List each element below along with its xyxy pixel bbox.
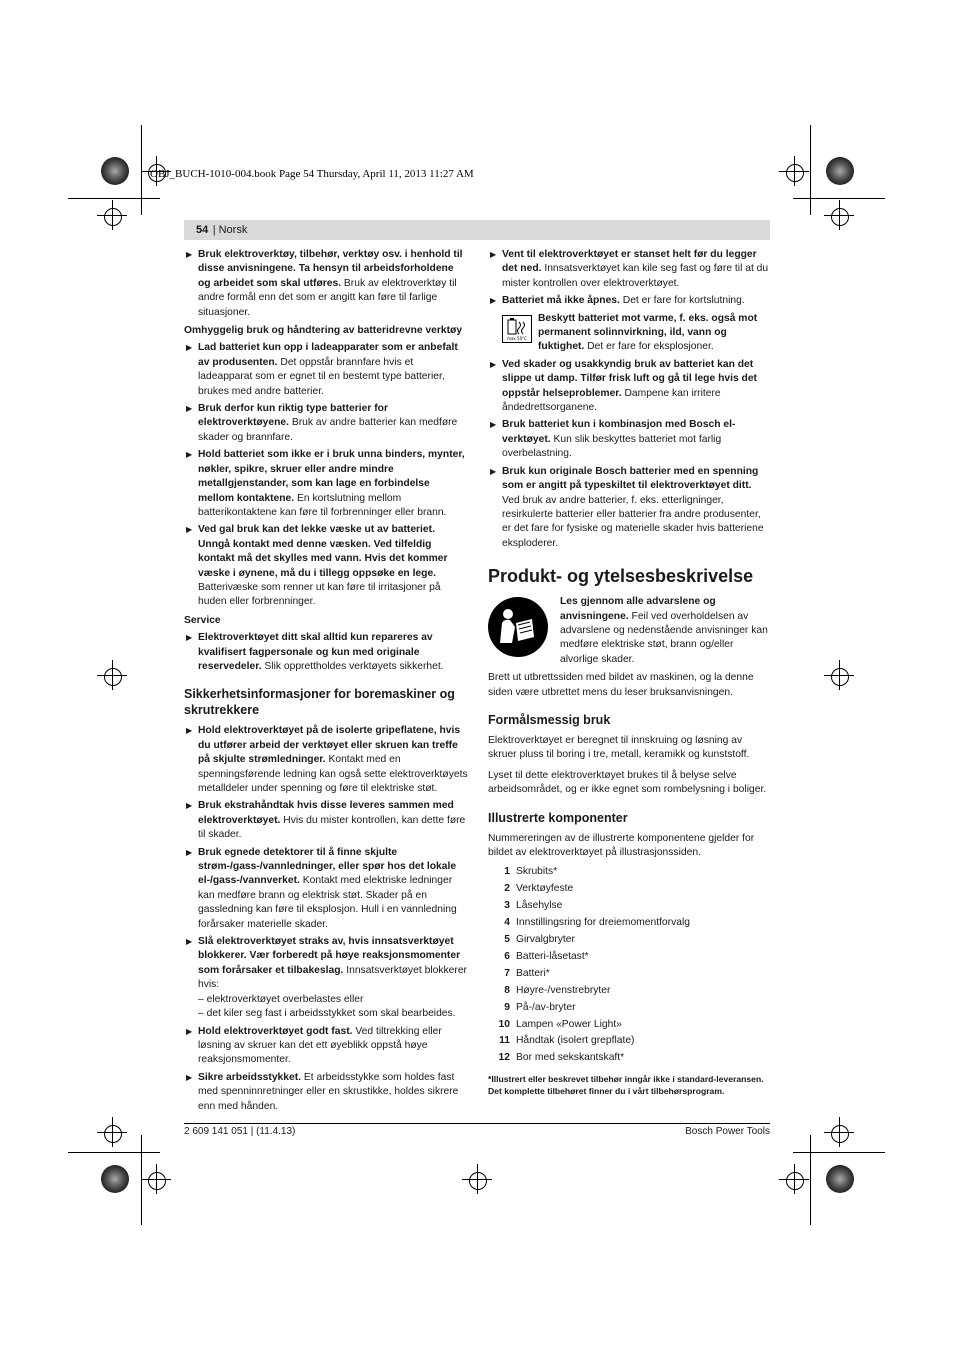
registration-disk-icon — [101, 157, 129, 185]
read-manual-icon — [488, 597, 548, 657]
registration-disk-icon — [101, 1165, 129, 1193]
heat-warning-icon — [502, 315, 532, 343]
crosshair-icon — [831, 668, 849, 686]
crosshair-icon — [831, 208, 849, 226]
component-number: 8 — [504, 984, 510, 996]
component-item — [488, 1050, 770, 1067]
arrow-bullet-icon: ▶ — [186, 726, 193, 736]
component-item — [488, 1000, 770, 1017]
arrow-bullet-icon: ▶ — [490, 359, 497, 369]
component-number: 12 — [498, 1052, 510, 1064]
read-manual-block: Les gjennom alle advarslene og anvisningene. Feil ved overholdelsen av advarslene og nedenstående anvisninger kan medføre elektriske støt, brann og/eller alvorlige skader. — [488, 595, 770, 667]
bullet-item: ▶ Batteriet må ikke åpnes. Det er fare for kortslutning. — [488, 294, 770, 308]
component-label: Bor med sekskantskaft* — [516, 1052, 625, 1064]
footnote: *Illustrert eller beskrevet tilbehør inngår ikke i standard-leveransen. Det komplette tilbehøret finner du i vårt tilbehørsprogram. — [488, 1074, 764, 1097]
arrow-bullet-icon: ▶ — [186, 404, 193, 414]
component-number: 10 — [498, 1018, 510, 1030]
crosshair-icon — [104, 208, 122, 226]
paragraph: Nummereringen av de illustrerte komponentene gjelder for bildet av elektroverktøyet på illustrasjonssiden. — [488, 832, 755, 858]
arrow-bullet-icon: ▶ — [186, 801, 193, 811]
component-number: 6 — [504, 950, 510, 962]
bullet-item: ▶ Elektroverktøyet ditt skal alltid kun repareres av kvalifisert fagpersonale og kun med originale reservedeler. Slik opprettholdes verktøyets sikkerhet. — [186, 632, 444, 672]
component-item — [488, 1017, 770, 1034]
subheading: Omhyggelig bruk og håndtering av batteridrevne verktøy — [184, 325, 463, 337]
paragraph: Lyset til dette elektroverktøyet brukes til å belyse selve arbeidsområdet, og er ikke egnet som rombelysning i boliger. — [488, 769, 767, 796]
arrow-bullet-icon: ▶ — [490, 250, 497, 259]
component-number: 4 — [504, 917, 510, 929]
crosshair-icon — [104, 668, 122, 686]
arrow-bullet-icon: ▶ — [186, 250, 193, 259]
bullet-item: ▶ Lad batteriet kun opp i ladeapparater som er anbefalt av produsenten. Det oppstår brannfare hvis et ladeapparat som er egnet til en bestemt type batterier, brukes med andre batterier. — [186, 342, 458, 397]
component-label: Verktøyfeste — [516, 883, 574, 895]
registration-disk-icon — [826, 157, 854, 185]
component-label: Høyre-/venstrebryter — [516, 984, 611, 996]
component-number: 9 — [504, 1001, 510, 1013]
registration-disk-icon — [826, 1165, 854, 1193]
footer-right: Bosch Power Tools — [685, 1126, 770, 1137]
section-heading: Sikkerhetsinformasjoner for boremaskiner og skrutrekkere — [184, 687, 455, 718]
component-number: 7 — [504, 967, 510, 979]
crosshair-icon — [786, 1172, 804, 1190]
component-item — [488, 966, 770, 983]
print-header: OBJ_BUCH-1010-004.book Page 54 Thursday, April 11, 2013 11:27 AM — [150, 168, 474, 180]
section-heading: Formålsmessig bruk — [488, 712, 611, 727]
components-list — [488, 864, 770, 1067]
dash-item: – det kiler seg fast i arbeidsstykket som skal bearbeides. — [198, 1008, 456, 1020]
arrow-bullet-icon: ▶ — [186, 847, 193, 857]
arrow-bullet-icon: ▶ — [490, 296, 497, 306]
arrow-bullet-icon: ▶ — [490, 466, 497, 476]
arrow-bullet-icon: ▶ — [490, 420, 497, 430]
arrow-bullet-icon: ▶ — [186, 343, 193, 353]
crosshair-icon — [148, 1172, 166, 1190]
component-label: Girvalgbryter — [516, 934, 575, 946]
bullet-item: ▶ Bruk kun originale Bosch batterier med en spenning som er angitt på typeskiltet til elektroverktøyet ditt. Ved bruk av andre batterier, f. eks. etterligninger, resirkulerte batterier eller batterier fra andre produsenter, er det fare for fysiske og materielle skader hvis batteriene eksploderer. — [490, 465, 764, 549]
arrow-bullet-icon: ▶ — [186, 937, 193, 947]
component-item — [488, 864, 770, 881]
crosshair-icon — [831, 1125, 849, 1143]
component-item — [488, 932, 770, 949]
crosshair-icon — [786, 164, 804, 182]
arrow-bullet-icon: ▶ — [186, 450, 193, 460]
paragraph: Elektroverktøyet er beregnet til innskruing og løsning av skruer pluss til boring i tre, metall, keramikk og kunststoff. — [488, 734, 750, 761]
component-number: 1 — [504, 866, 510, 878]
component-number: 5 — [504, 934, 510, 946]
footer-left: 2 609 141 051 | (11.4.13) — [184, 1126, 296, 1137]
component-item — [488, 949, 770, 966]
dash-item: – elektroverktøyet overbelastes eller — [198, 993, 364, 1005]
component-label: Lampen «Power Light» — [516, 1018, 622, 1030]
bullet-item: ▶ Hold elektroverktøyet på de isolerte gripeflatene, hvis du utfører arbeid der verktøyet eller skruen kan treffe på skjulte strømledninger. Kontakt med en spenningsførende ledning kan også sette elektroverktøyets metalldeler under spenning og føre til elektriske støt. — [186, 725, 468, 794]
bullet-item: ▶ Slå elektroverktøyet straks av, hvis innsatsverktøyet blokkerer. Vær forberedt på høye reaksjonsmomenter som forårsaker et tilbakeslag. Innsatsverktøyet blokkerer hvis: — [186, 936, 467, 991]
bullet-item: ▶ Bruk elektroverktøy, tilbehør, verktøy osv. i henhold til disse anvisningene. Ta hensyn til arbeidsforholdene og arbeidet som skal utføres. Bruk av elektroverktøy til andre formål enn det som er angitt kan føre til farlige situasjoner. — [186, 249, 463, 318]
bullet-item: ▶ Sikre arbeidsstykket. Et arbeidsstykke som holdes fast med spenninnretninger eller en skrustikke, holdes sikrere enn med hånden. — [186, 1071, 459, 1112]
component-label: Batteri-låsetast* — [516, 950, 589, 962]
arrow-bullet-icon: ▶ — [186, 525, 193, 535]
heat-warning-block: max 50°C Beskytt batteriet mot varme, f. eks. også mot permanent solinnvirkning, ild, vann og fuktighet. Det er fare for eksplosjoner. — [488, 312, 770, 355]
bullet-item: ▶ Hold batteriet som ikke er i bruk unna binders, mynter, nøkler, spikre, skruer eller andre mindre metallgjenstander, som kan lage en forbindelse mellom kontaktene. En kortslutning mellom batterikontaktene kan føre til forbrenninger eller brann. — [186, 449, 465, 518]
component-label: På-/av-bryter — [516, 1001, 576, 1013]
component-item — [488, 881, 770, 898]
bullet-item: ▶ Ved skader og usakkyndig bruk av batteriet kan det slippe ut damp. Tilfør frisk luft og gå til lege hvis det oppstår helseproblemer. Dampene kan irritere åndedrettsorganene. — [490, 358, 757, 414]
page-header-bar — [184, 220, 770, 240]
component-item — [488, 898, 770, 915]
component-number: 11 — [499, 1035, 510, 1047]
arrow-bullet-icon: ▶ — [186, 633, 193, 643]
bullet-item: ▶ Hold elektroverktøyet godt fast. Ved tiltrekking eller løsning av skruer kan det ett øyeblikk oppstå høye reaksjonsmomenter. — [186, 1025, 442, 1066]
paragraph: Brett ut utbrettssiden med bildet av maskinen, og la denne siden være utbrettet mens du leser bruksanvisningen. — [488, 672, 754, 698]
page-number: 54 — [196, 224, 209, 236]
bullet-item: ▶ Bruk batteriet kun i kombinasjon med Bosch el-verktøyet. Kun slik beskyttes batteriet mot farlig overbelastning. — [490, 419, 736, 460]
component-label: Låsehylse — [516, 900, 563, 912]
component-number: 3 — [504, 900, 510, 912]
main-heading: Produkt- og ytelsesbeskrivelse — [488, 566, 754, 587]
section-heading: Illustrerte komponenter — [488, 810, 628, 825]
footer-rule — [184, 1123, 770, 1124]
bullet-item: ▶ Bruk egnede detektorer til å finne skjulte strøm-/gass-/vannledninger, eller spør hos det lokale el-/gass-/vannverket. Kontakt med elektriske ledninger kan medføre brann og elektrisk støt. Skader på en gassledning kan føre til eksplosjon. Hull i en vannledning forårsaker materielle skader. — [186, 846, 457, 930]
crosshair-icon — [469, 1172, 487, 1190]
component-label: Innstillingsring for dreiemomentforvalg — [516, 917, 690, 929]
section-name: | Norsk — [212, 224, 248, 236]
bullet-item: ▶ Vent til elektroverktøyet er stanset helt før du legger det ned. Innsatsverktøyet kan kile seg fast og føre til at du mister kontrollen over elektroverktøyet. — [490, 249, 769, 289]
arrow-bullet-icon: ▶ — [186, 1072, 193, 1082]
bullet-item: ▶ Bruk ekstrahåndtak hvis disse leveres sammen med elektroverktøyet. Hvis du mister kontrollen, kan dette føre til skader. — [186, 800, 466, 841]
component-item — [488, 983, 770, 1000]
component-label: Skrubits* — [516, 866, 558, 878]
crosshair-icon — [104, 1125, 122, 1143]
left-column — [184, 248, 468, 1117]
svg-text:max 50°C: max 50°C — [507, 335, 527, 341]
component-item — [488, 1033, 770, 1050]
component-label: Batteri* — [516, 967, 550, 979]
right-column — [488, 248, 770, 1097]
component-item — [488, 915, 770, 932]
subheading: Service — [184, 614, 221, 626]
component-number: 2 — [504, 883, 510, 895]
bullet-item: ▶ Bruk derfor kun riktig type batterier for elektroverktøyene. Bruk av andre batterier kan medføre skader og brannfare. — [186, 403, 458, 443]
component-label: Håndtak (isolert grepflate) — [516, 1035, 635, 1047]
bullet-item: ▶ Ved gal bruk kan det lekke væske ut av batteriet. Unngå kontakt med denne væsken. Ved tilfeldig kontakt må det skylles med vann. Hvis det kommer væske i øynene, må du i tillegg oppsøke en lege. Batterivæske som renner ut kan føre til irritasjoner på huden eller forbrenninger. — [186, 524, 448, 608]
arrow-bullet-icon: ▶ — [186, 1026, 193, 1036]
